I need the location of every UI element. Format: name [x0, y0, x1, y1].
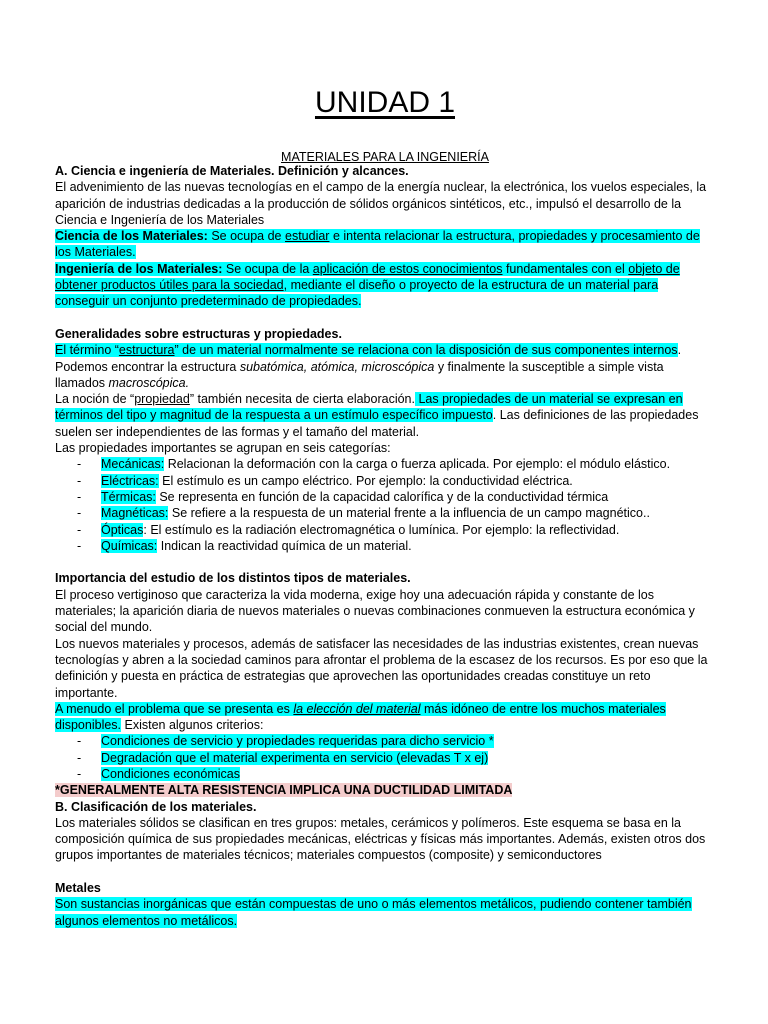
categoria-desc: Indican la reactividad química de un material. — [157, 538, 412, 553]
ingenieria-term: Ingeniería de los Materiales: — [55, 261, 223, 276]
metales-paragraph — [55, 896, 715, 929]
termino-text-2: ” de un material normalmente se relaciona con la disposición de sus componentes internos — [174, 343, 678, 358]
nocion-text-3: . Las definiciones de las propiedades suelen ser independientes de las formas y el tamaño del material. — [55, 408, 699, 439]
podemos-paragraph — [55, 359, 715, 392]
ingenieria-underlined-1: aplicación de estos conocimientos — [312, 261, 503, 276]
termino-paragraph — [55, 342, 715, 358]
menudo-text-1: A menudo el problema que se presenta es — [55, 701, 294, 716]
importancia-heading: Importancia del estudio de los distintos tipos de materiales. — [55, 571, 411, 586]
section-b-p1: Los materiales sólidos se clasifican en tres grupos: metales, cerámicos y polímeros. Este esquema se basa en la composición química de sus propiedades mecánicas, eléctricas y físicas más importantes. Además, existen otros dos grupos importantes de materiales técnicos; materiales compuestos (composite) y semiconductores — [55, 815, 706, 863]
metales-text: Son sustancias inorgánicas que están compuestas de uno o más elementos metálicos, pudiendo contener también algunos elementos no metálicos. — [55, 897, 692, 928]
criterio-text: Condiciones de servicio y propiedades requeridas para dicho servicio * — [101, 734, 494, 749]
nota-text: *GENERALMENTE ALTA RESISTENCIA IMPLICA UNA DUCTILIDAD LIMITADA — [55, 783, 513, 798]
nocion-underlined: propiedad — [134, 392, 190, 407]
page-subtitle: MATERIALES PARA LA INGENIERÍA — [281, 150, 489, 164]
categoria-desc: Se representa en función de la capacidad calorífica y de la conductividad térmica — [155, 489, 609, 504]
list-item: - Condiciones de servicio y propiedades requeridas para dicho servicio * — [77, 734, 494, 749]
categoria-term: Químicas: — [101, 538, 158, 553]
menudo-text-2: más idóneo de entre los muchos materiales disponibles. — [55, 701, 666, 733]
list-item: - Magnéticas: Se refiere a la respuesta de un material frente a la influencia de un campo magnético.. — [77, 506, 650, 521]
ingenieria-text-2: fundamentales con el — [502, 261, 629, 276]
section-b-heading: B. Clasificación de los materiales. — [55, 799, 257, 814]
list-item: - Ópticas: El estímulo es la radiación electromagnética o lumínica. Por ejemplo: la reflectividad. — [77, 522, 620, 537]
spacer — [55, 554, 715, 570]
ciencia-text-1: Se ocupa de — [207, 229, 285, 244]
list-item: - Mecánicas: Relacionan la deformación con la carga o fuerza aplicada. Por ejemplo: el módulo elástico. — [77, 457, 671, 472]
spacer — [55, 864, 715, 880]
spacer — [55, 310, 715, 326]
podemos-text-2: y finalmente la susceptible a simple vista llamados — [55, 359, 664, 390]
ingenieria-definition — [55, 261, 715, 310]
menudo-italic-underlined: la elección del material — [293, 701, 421, 716]
menudo-paragraph — [55, 701, 715, 734]
criterios-list — [55, 733, 715, 782]
list-item: - Térmicas: Se representa en función de la capacidad calorífica y de la conductividad térmica — [77, 489, 609, 504]
categoria-desc: Relacionan la deformación con la carga o fuerza aplicada. Por ejemplo: el módulo elástico. — [164, 457, 671, 472]
podemos-text-1: Podemos encontrar la estructura — [55, 359, 240, 374]
ciencia-term: Ciencia de los Materiales: — [55, 229, 208, 244]
ingenieria-underlined-2: objeto de obtener productos útiles para la sociedad — [55, 261, 680, 293]
list-item: - Condiciones económicas — [77, 766, 240, 781]
criterio-text: Condiciones económicas — [101, 766, 240, 781]
termino-underlined: estructura — [118, 343, 175, 358]
menudo-text-3: Existen algunos criterios: — [121, 718, 264, 733]
ciencia-text-2: e intenta relacionar la estructura, propiedades y procesamiento de los Materiales. — [55, 229, 700, 260]
categorias-intro: Las propiedades importantes se agrupan en seis categorías: — [55, 441, 391, 456]
importancia-p1: El proceso vertiginoso que caracteriza la vida moderna, exige hoy una adecuación rápida y constante de los materiales; la aparición diaria de nuevos materiales o nuevas combinaciones conmueven la estructura económica y social del mundo. — [55, 587, 695, 635]
importancia-p2: Los nuevos materiales y procesos, además de satisfacer las necesidades de las industrias existentes, crean nuevas tecnologías y abren a la sociedad caminos para afrontar el problema de la escasez de los recursos. Es por eso que la definición y puesta en práctica de estrategias que aprovechen las oportunidades creadas constituye un reto importante. — [55, 636, 708, 700]
termino-dot: . — [677, 343, 682, 358]
nocion-highlight: Las propiedades de un material se expresan en términos del tipo y magnitud de la respuesta a un estímulo específico impuesto — [55, 392, 683, 423]
categoria-term: Térmicas: — [101, 489, 156, 504]
nota-paragraph — [55, 782, 715, 798]
list-item: - Degradación que el material experimenta en servicio (elevadas T x ej) — [77, 750, 489, 765]
ingenieria-text-1: Se ocupa de la — [222, 261, 313, 276]
section-a-heading: A. Ciencia e ingeniería de Materiales. Definición y alcances. — [55, 164, 409, 178]
list-item: - Eléctricas: El estímulo es un campo eléctrico. Por ejemplo: la conductividad eléctrica. — [77, 473, 573, 488]
categoria-term: Eléctricas: — [101, 473, 159, 488]
nocion-paragraph — [55, 391, 715, 440]
section-a-intro: El advenimiento de las nuevas tecnologías en el campo de la energía nuclear, la electrónica, los vuelos especiales, la aparición de industrias dedicadas a la producción de sólidos orgánicos sintéticos, etc., impulsó el desarrollo de la Ciencia e Ingeniería de los Materiales — [55, 180, 707, 227]
criterio-text: Degradación que el material experimenta en servicio (elevadas T x ej) — [101, 750, 489, 765]
page-title: UNIDAD 1 — [314, 86, 456, 119]
categoria-term: Magnéticas: — [101, 506, 169, 521]
podemos-italic-2: macroscópica. — [108, 375, 190, 390]
ciencia-underlined: estudiar — [285, 229, 330, 244]
podemos-italic: subatómica, atómica, microscópica — [239, 359, 435, 374]
categorias-list — [55, 456, 715, 554]
list-item: - Químicas: Indican la reactividad química de un material. — [77, 538, 412, 553]
termino-text-1: El término “ — [55, 343, 119, 358]
metales-heading: Metales — [55, 881, 101, 896]
categoria-desc: : El estímulo es la radiación electromagnética o lumínica. Por ejemplo: la reflectividad. — [143, 522, 620, 537]
categoria-desc: El estímulo es un campo eléctrico. Por ejemplo: la conductividad eléctrica. — [158, 473, 573, 488]
categoria-term: Mecánicas: — [101, 457, 165, 472]
categoria-term: Ópticas — [101, 522, 144, 537]
document-body — [55, 163, 715, 929]
generalidades-heading: Generalidades sobre estructuras y propiedades. — [55, 326, 342, 341]
ciencia-definition — [55, 228, 715, 261]
nocion-text-2: ” también necesita de cierta elaboración. — [189, 392, 415, 407]
categoria-desc: Se refiere a la respuesta de un material frente a la influencia de un campo magnético.. — [168, 506, 650, 521]
nocion-text-1: La noción de “ — [55, 392, 135, 407]
ingenieria-text-3: , mediante el diseño o proyecto de la estructura de un material para conseguir un conjunto predeterminado de propiedades. — [55, 278, 659, 309]
